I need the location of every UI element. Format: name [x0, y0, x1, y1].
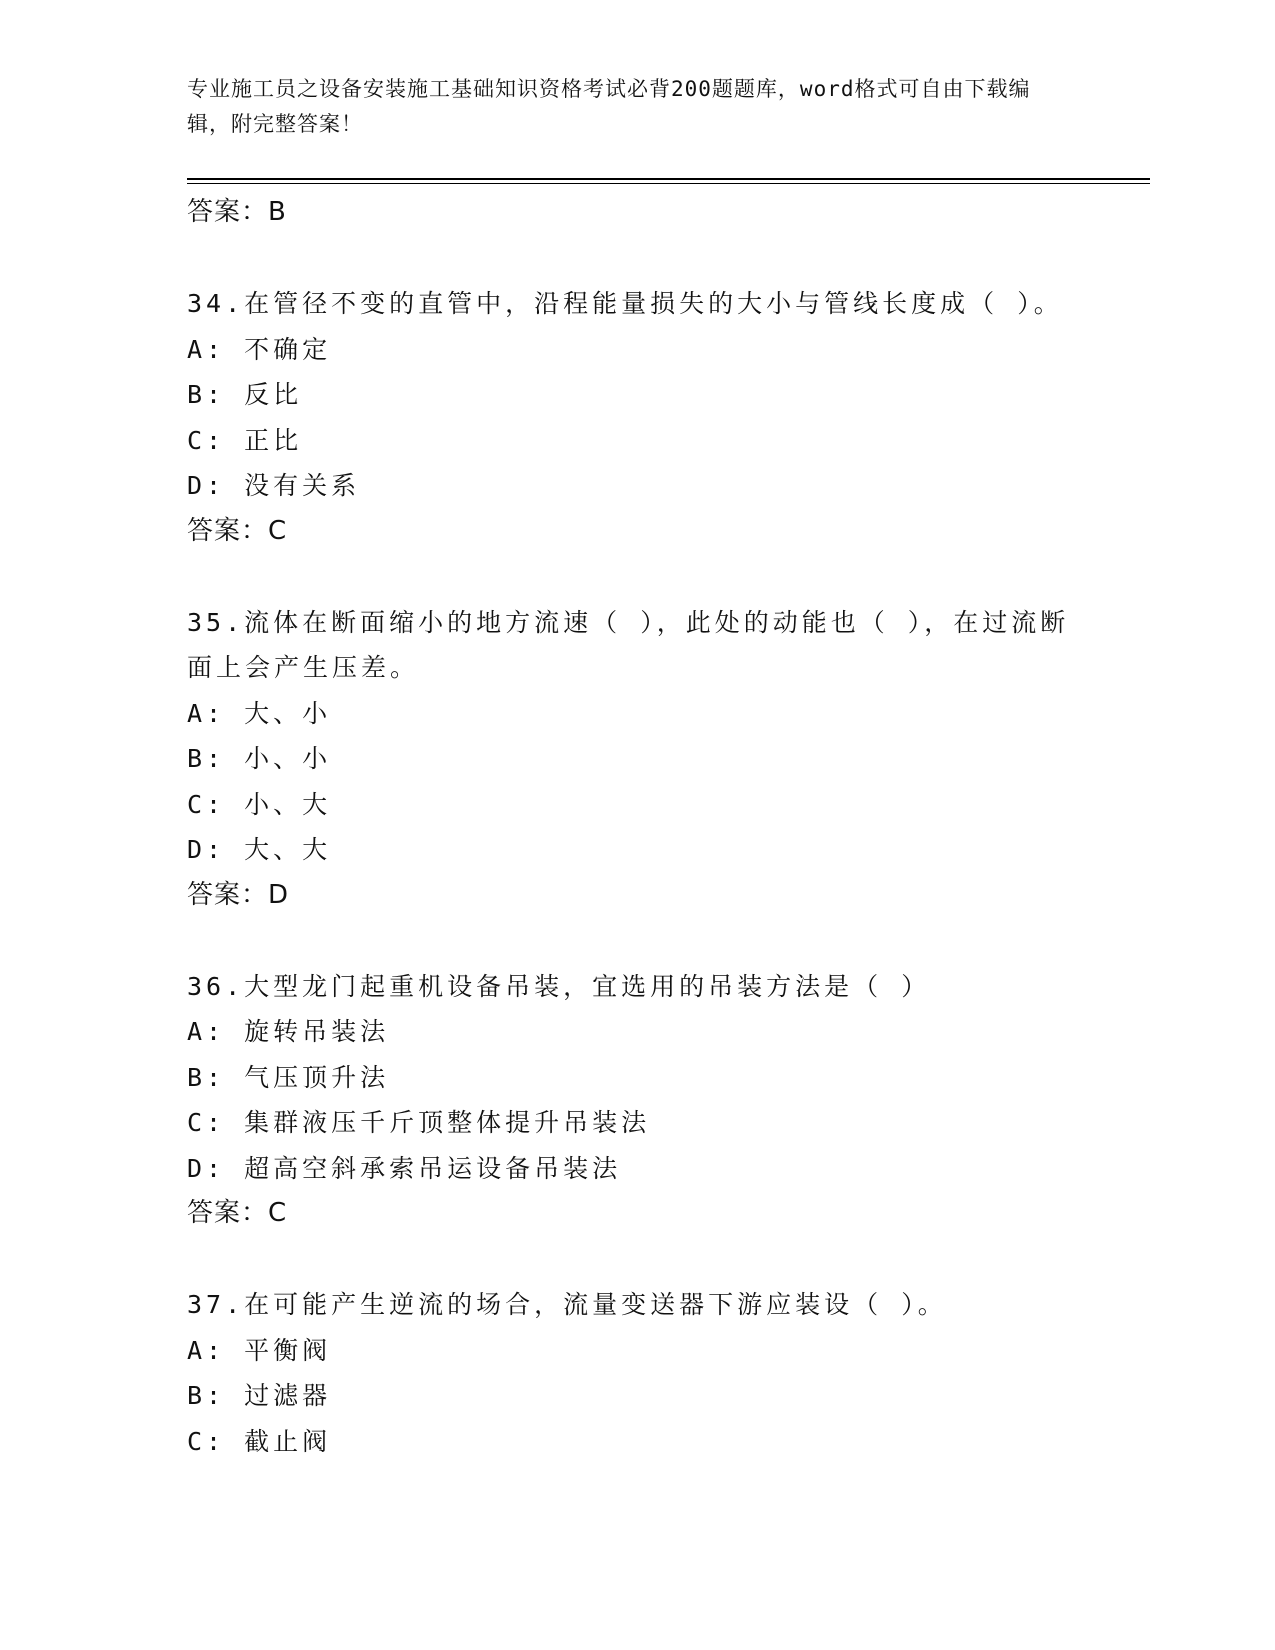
answer-line: 答案：B — [187, 197, 287, 227]
option-d: D: 没有关系 — [187, 471, 361, 500]
option-b: B: 气压顶升法 — [187, 1062, 390, 1092]
option-a: A: 不确定 — [187, 334, 332, 364]
option-d: D: 超高空斜承索吊运设备吊装法 — [187, 1153, 622, 1183]
option-c: C: 集群液压千斤顶整体提升吊装法 — [187, 1108, 651, 1137]
answer-line: 答案：C — [187, 515, 288, 546]
question-stem: 37.在可能产生逆流的场合，流量变送器下游应装设（ ）。 — [187, 1290, 947, 1319]
question-34 — [187, 281, 1127, 554]
question-list — [187, 190, 1127, 1464]
question-35 — [187, 600, 1127, 919]
option-b: B: 反比 — [187, 380, 303, 409]
answer-line: 答案：D — [187, 879, 290, 910]
document-header — [187, 72, 1067, 142]
spacer — [187, 236, 1127, 282]
header-rule-thick — [187, 178, 1150, 180]
spacer — [187, 554, 1127, 600]
answer-line: 答案：C — [187, 1198, 288, 1228]
option-c: C: 正比 — [187, 425, 303, 455]
option-d: D: 大、大 — [187, 835, 332, 864]
option-a: A: 大、小 — [187, 698, 332, 728]
option-c: C: 小、大 — [187, 789, 332, 819]
header-title: 专业施工员之设备安装施工基础知识资格考试必背200题题库，word格式可自由下载编辑，附完整答案！ — [187, 77, 1031, 136]
question-36 — [187, 964, 1127, 1237]
question-stem: 34.在管径不变的直管中，沿程能量损失的大小与管线长度成（ ）。 — [187, 289, 1063, 318]
option-b: B: 过滤器 — [187, 1381, 332, 1410]
option-a: A: 平衡阀 — [187, 1335, 332, 1365]
question-stem: 36.大型龙门起重机设备吊装，宜选用的吊装方法是（ ） — [187, 971, 931, 1001]
spacer — [187, 918, 1127, 964]
spacer — [187, 1237, 1127, 1283]
header-rule-thin — [187, 183, 1150, 184]
question-37 — [187, 1282, 1127, 1464]
option-c: C: 截止阀 — [187, 1426, 332, 1456]
option-a: A: 旋转吊装法 — [187, 1017, 390, 1046]
question-stem-line1: 35.流体在断面缩小的地方流速（ ），此处的动能也（ ），在过流断 — [187, 607, 1070, 637]
question-stem-line2: 面上会产生压差。 — [187, 653, 420, 682]
option-b: B: 小、小 — [187, 744, 332, 773]
